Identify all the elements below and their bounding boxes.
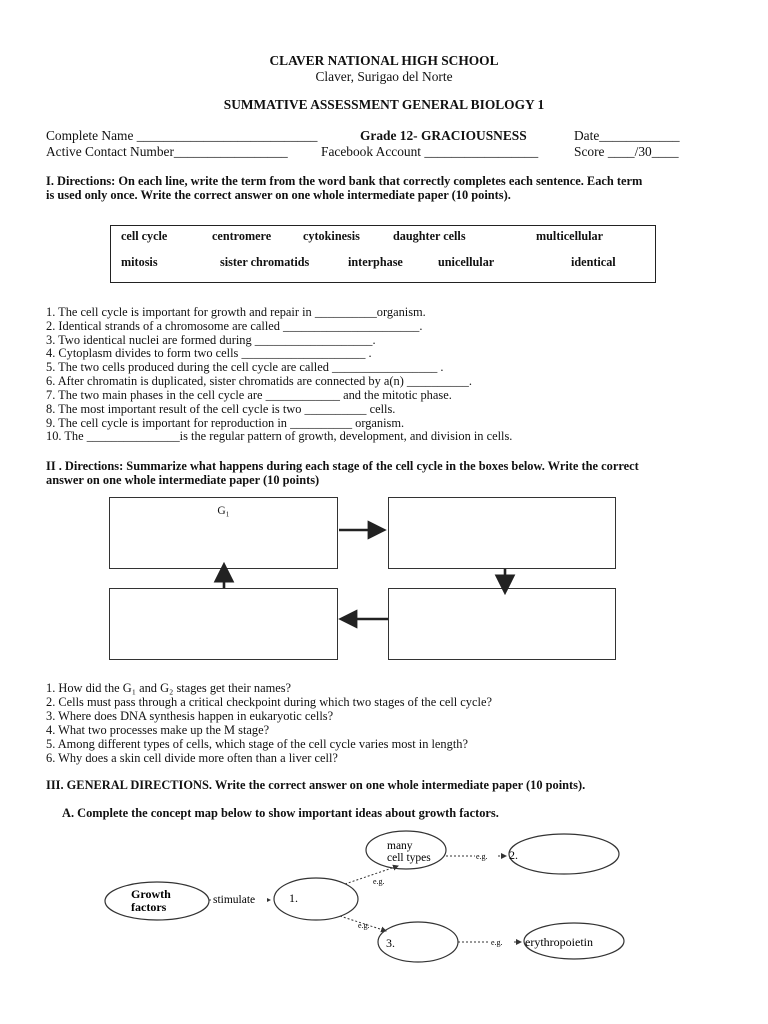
cell-types-label: cell types (387, 852, 431, 864)
part1-question: 1. The cell cycle is important for growth and repair in __________organism. (46, 305, 426, 319)
word-bank-term: sister chromatids (220, 255, 310, 269)
growth-factors-text-1: Growth (131, 887, 171, 901)
connector-eg-top (345, 866, 398, 884)
part2-question: 4. What two processes make up the M stage? (46, 723, 270, 737)
date-field: Date____________ (574, 128, 680, 143)
stimulate-label: stimulate (213, 894, 256, 906)
growth-factors-text-2: factors (131, 900, 167, 914)
contact-field: Active Contact Number_________________ (46, 144, 288, 159)
part2-directions-line1: II . Directions: Summarize what happens during each stage of the cell cycle in the boxes below. Write the correct (46, 459, 639, 473)
part1-question: 4. Cytoplasm divides to form two cells ____________________ . (46, 346, 372, 360)
word-bank-term: centromere (212, 229, 272, 243)
name-field: Complete Name ___________________________ (46, 128, 318, 143)
g1-label: G₁ (217, 505, 230, 517)
eg-label-2: e.g. (476, 852, 488, 861)
part1-question: 8. The most important result of the cell cycle is two __________ cells. (46, 402, 396, 416)
part1-question: 7. The two main phases in the cell cycle are ____________ and the mitotic phase. (46, 388, 452, 402)
erythropoietin-label: erythropoietin (525, 935, 593, 949)
many-label: many (387, 840, 413, 852)
part1-question: 6. After chromatin is duplicated, sister chromatids are connected by a(n) __________. (46, 374, 472, 388)
node2-label: 2. (509, 848, 518, 862)
school-location: Claver, Surigao del Norte (315, 69, 453, 84)
part1-question: 3. Two identical nuclei are formed during ___________________. (46, 333, 376, 347)
school-name: CLAVER NATIONAL HIGH SCHOOL (269, 53, 499, 68)
part1-question: 2. Identical strands of a chromosome are called ______________________. (46, 319, 423, 333)
part2-question: 3. Where does DNA synthesis happen in eukaryotic cells? (46, 709, 334, 723)
word-bank-term: daughter cells (393, 229, 466, 243)
word-bank-term: interphase (348, 255, 403, 269)
part1-directions-line1: I. Directions: On each line, write the term from the word bank that correctly completes each sentence. Each term (46, 174, 643, 188)
part2-question: 1. How did the G₁ and G₂ stages get their names? (46, 681, 292, 695)
facebook-field: Facebook Account _________________ (321, 144, 539, 159)
part2-directions-line2: answer on one whole intermediate paper (10 points) (46, 473, 320, 487)
word-bank-term: multicellular (536, 229, 604, 243)
part2-question: 6. Why does a skin cell divide more often than a liver cell? (46, 751, 338, 765)
word-bank-term: cytokinesis (303, 229, 360, 243)
word-bank-term: identical (571, 255, 616, 269)
part1-question: 9. The cell cycle is important for reproduction in __________ organism. (46, 416, 405, 430)
part2-question: 5. Among different types of cells, which stage of the cell cycle varies most in length? (46, 737, 468, 751)
part1-question: 5. The two cells produced during the cell cycle are called _________________ . (46, 360, 444, 374)
part3-section-a: A. Complete the concept map below to show important ideas about growth factors. (62, 806, 499, 820)
part1-directions-line2: is used only once. Write the correct answer on one whole intermediate paper (10 points). (46, 188, 511, 202)
eg-label-bottom: e.g. (358, 921, 370, 930)
part2-question: 2. Cells must pass through a critical checkpoint during which two stages of the cell cycle? (46, 695, 492, 709)
node1-label: 1. (289, 891, 298, 905)
word-bank-term: cell cycle (121, 229, 168, 243)
score-field: Score ____/30____ (574, 144, 679, 159)
eg-label-top: e.g. (373, 877, 385, 886)
assessment-title: SUMMATIVE ASSESSMENT GENERAL BIOLOGY 1 (223, 97, 545, 112)
word-bank-term: mitosis (121, 255, 158, 269)
word-bank-term: unicellular (438, 255, 495, 269)
part3-directions: III. GENERAL DIRECTIONS. Write the correct answer on one whole intermediate paper (10 points). (46, 778, 586, 792)
grade-section: Grade 12- GRACIOUSNESS (360, 128, 527, 143)
part1-question: 10. The _______________is the regular pattern of growth, development, and division in cells. (46, 429, 513, 443)
node3-label: 3. (386, 936, 395, 950)
concept-node-2 (509, 834, 619, 874)
eg-label-3: e.g. (491, 938, 503, 947)
